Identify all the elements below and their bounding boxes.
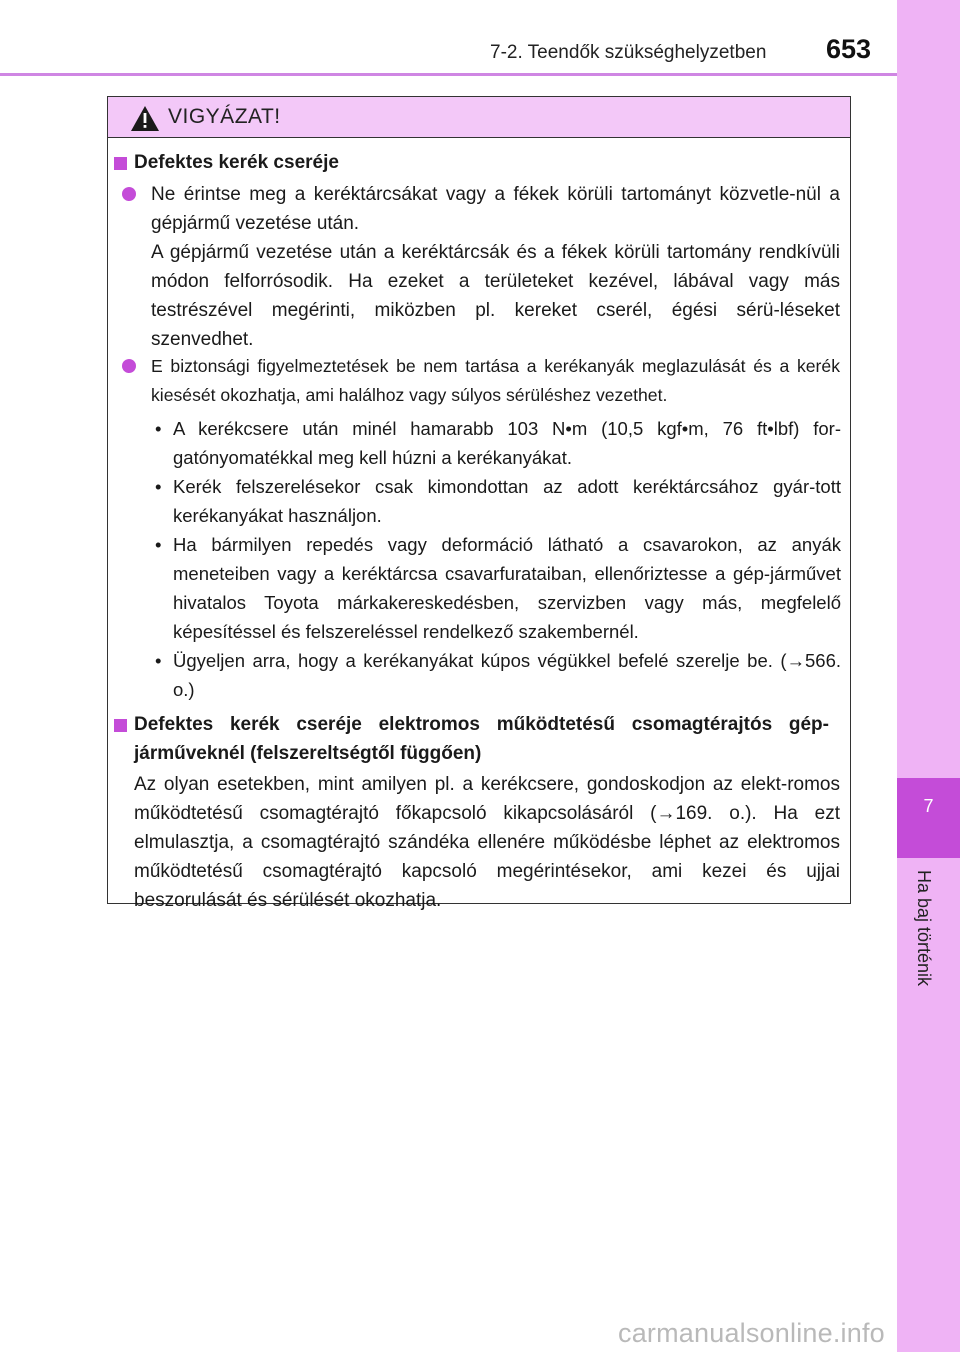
- square-bullet-icon: [114, 719, 127, 732]
- sub-list-item: • Kerék felszerelésekor csak kimondottan az adott keréktárcsához gyár-tott kerékanyákat használjon.: [155, 476, 841, 526]
- sub-list-item: • Ha bármilyen repedés vagy deformáció látható a csavarokon, az anyák meneteiben vagy a keréktárcsa csavarfurataiban, ellenőriztesse a gép-járművet hivatalos Toyota márkakereskedésben, szervizben vagy más, megfelelő képesítéssel és felszereléssel rendelkező szakembernél.: [155, 534, 841, 642]
- warning-box: [107, 96, 851, 911]
- circle-bullet-icon: [122, 187, 136, 201]
- chapter-title: Ha baj történik: [914, 870, 934, 987]
- circle-bullet-icon: [122, 359, 136, 373]
- header-divider: [0, 73, 897, 76]
- warning-triangle-icon: [130, 105, 160, 132]
- sub-list-item: • A kerékcsere után minél hamarabb 103 N•m (10,5 kgf•m, 76 ft•lbf) for-gatónyomatékkal meg kell húzni a kerékanyákat.: [155, 418, 841, 468]
- chapter-side-tab: [897, 0, 960, 1352]
- bullet-text: Ne érintse meg a keréktárcsákat vagy a fékek körüli tartományt közvetle-nül a gépjármű vezetése után.: [151, 184, 840, 234]
- square-bullet-icon: [114, 157, 127, 170]
- section-heading: Defektes kerék cseréje elektromos működtetésű csomagtérajtós gép-járműveknél (felszereltségtől függően): [114, 710, 829, 768]
- watermark: carmanualsonline.info: [618, 1318, 885, 1348]
- list-item: [122, 180, 840, 354]
- chapter-number: 7: [923, 796, 934, 816]
- page-number: 653: [826, 34, 872, 64]
- section-heading: Defektes kerék cseréje: [114, 148, 829, 177]
- chapter-number-block: [897, 778, 960, 858]
- section-paragraph: Az olyan esetekben, mint amilyen pl. a kerékcsere, gondoskodjon az elekt-romos működtetésű csomagtérajtó főkapcsoló kikapcsolásáról (→169. o.). Ha ezt elmulasztja, a csomagtérajtó szándéka ellenére működésbe léphet az elektromos működtetésű csomagtérajtó kapcsoló megérintésekor, ami kezei és ujjai beszorulását és sérülését okozhatja.: [134, 774, 840, 911]
- warning-title: VIGYÁZAT!: [168, 105, 281, 128]
- bullet-explanation: A gépjármű vezetése után a keréktárcsák és a fékek körüli tartomány rendkívüli módon felforrósodik. Ha ezeket a területeket kezével, lábával vagy más testrészével megérinti, miközben pl. kereket cserél, égési sérü-léseket szenvedhet.: [151, 242, 840, 350]
- sub-list-item: • Ügyeljen arra, hogy a kerékanyákat kúpos végükkel befelé szerelje be. (→566. o.): [155, 650, 841, 700]
- list-item: [122, 352, 840, 410]
- bullet-text: E biztonsági figyelmeztetések be nem tartása a kerékanyák meglazulását és a kerék kiesését okozhatja, ami halálhoz vagy súlyos sérüléshez vezethet.: [151, 356, 840, 405]
- section-title: 7-2. Teendők szükséghelyzetben: [490, 42, 767, 63]
- warning-header: [108, 97, 850, 138]
